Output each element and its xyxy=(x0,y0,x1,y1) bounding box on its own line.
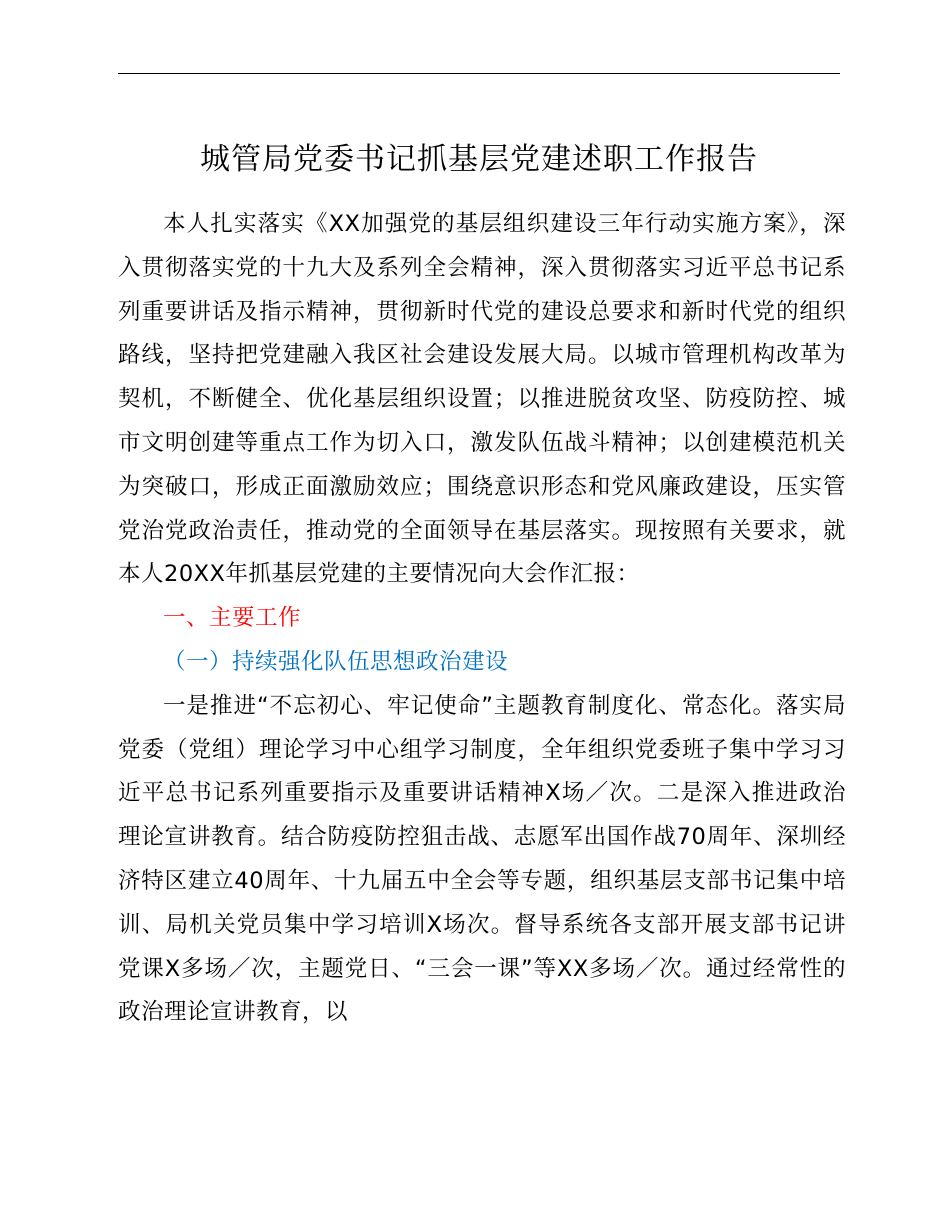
document-title: 城管局党委书记抓基层党建述职工作报告 xyxy=(200,142,758,177)
header-rule xyxy=(118,73,840,74)
body-paragraph: 一是推进“不忘初心、牢记使命”主题教育制度化、常态化。落实局党委（党组）理论学习中心组学习制度，全年组织党委班子集中学习习近平总书记系列重要指示及重要讲话精神X场／次。二是深入推进政治理论宣讲教育。结合防疫防控狙击战、志愿军出国作战70周年、深圳经济特区建立40周年、十九届五中全会等专题，组织基层支部书记集中培训、局机关党员集中学习培训X场次。督导系统各支部开展支部书记讲党课X多场／次，主题党日、“三会一课”等XX多场／次。通过经常性的政治理论宣讲教育，以 xyxy=(118,692,846,1026)
document-body xyxy=(118,203,846,1035)
section-heading: 一、主要工作 xyxy=(163,605,302,632)
subsection-heading: （一）持续强化队伍思想政治建设 xyxy=(163,648,509,675)
intro-paragraph: 本人扎实落实《XX加强党的基层组织建设三年行动实施方案》，深入贯彻落实党的十九大及系列全会精神，深入贯彻落实习近平总书记系列重要讲话及指示精神，贯彻新时代党的建设总要求和新时代党的组织路线，坚持把党建融入我区社会建设发展大局。以城市管理机构改革为契机，不断健全、优化基层组织设置；以推进脱贫攻坚、防疫防控、城市文明创建等重点工作为切入口，激发队伍战斗精神；以创建模范机关为突破口，形成正面激励效应；围绕意识形态和党风廉政建设，压实管党治党政治责任，推动党的全面领导在基层落实。现按照有关要求，就本人20XX年抓基层党建的主要情况向大会作汇报： xyxy=(118,211,846,588)
